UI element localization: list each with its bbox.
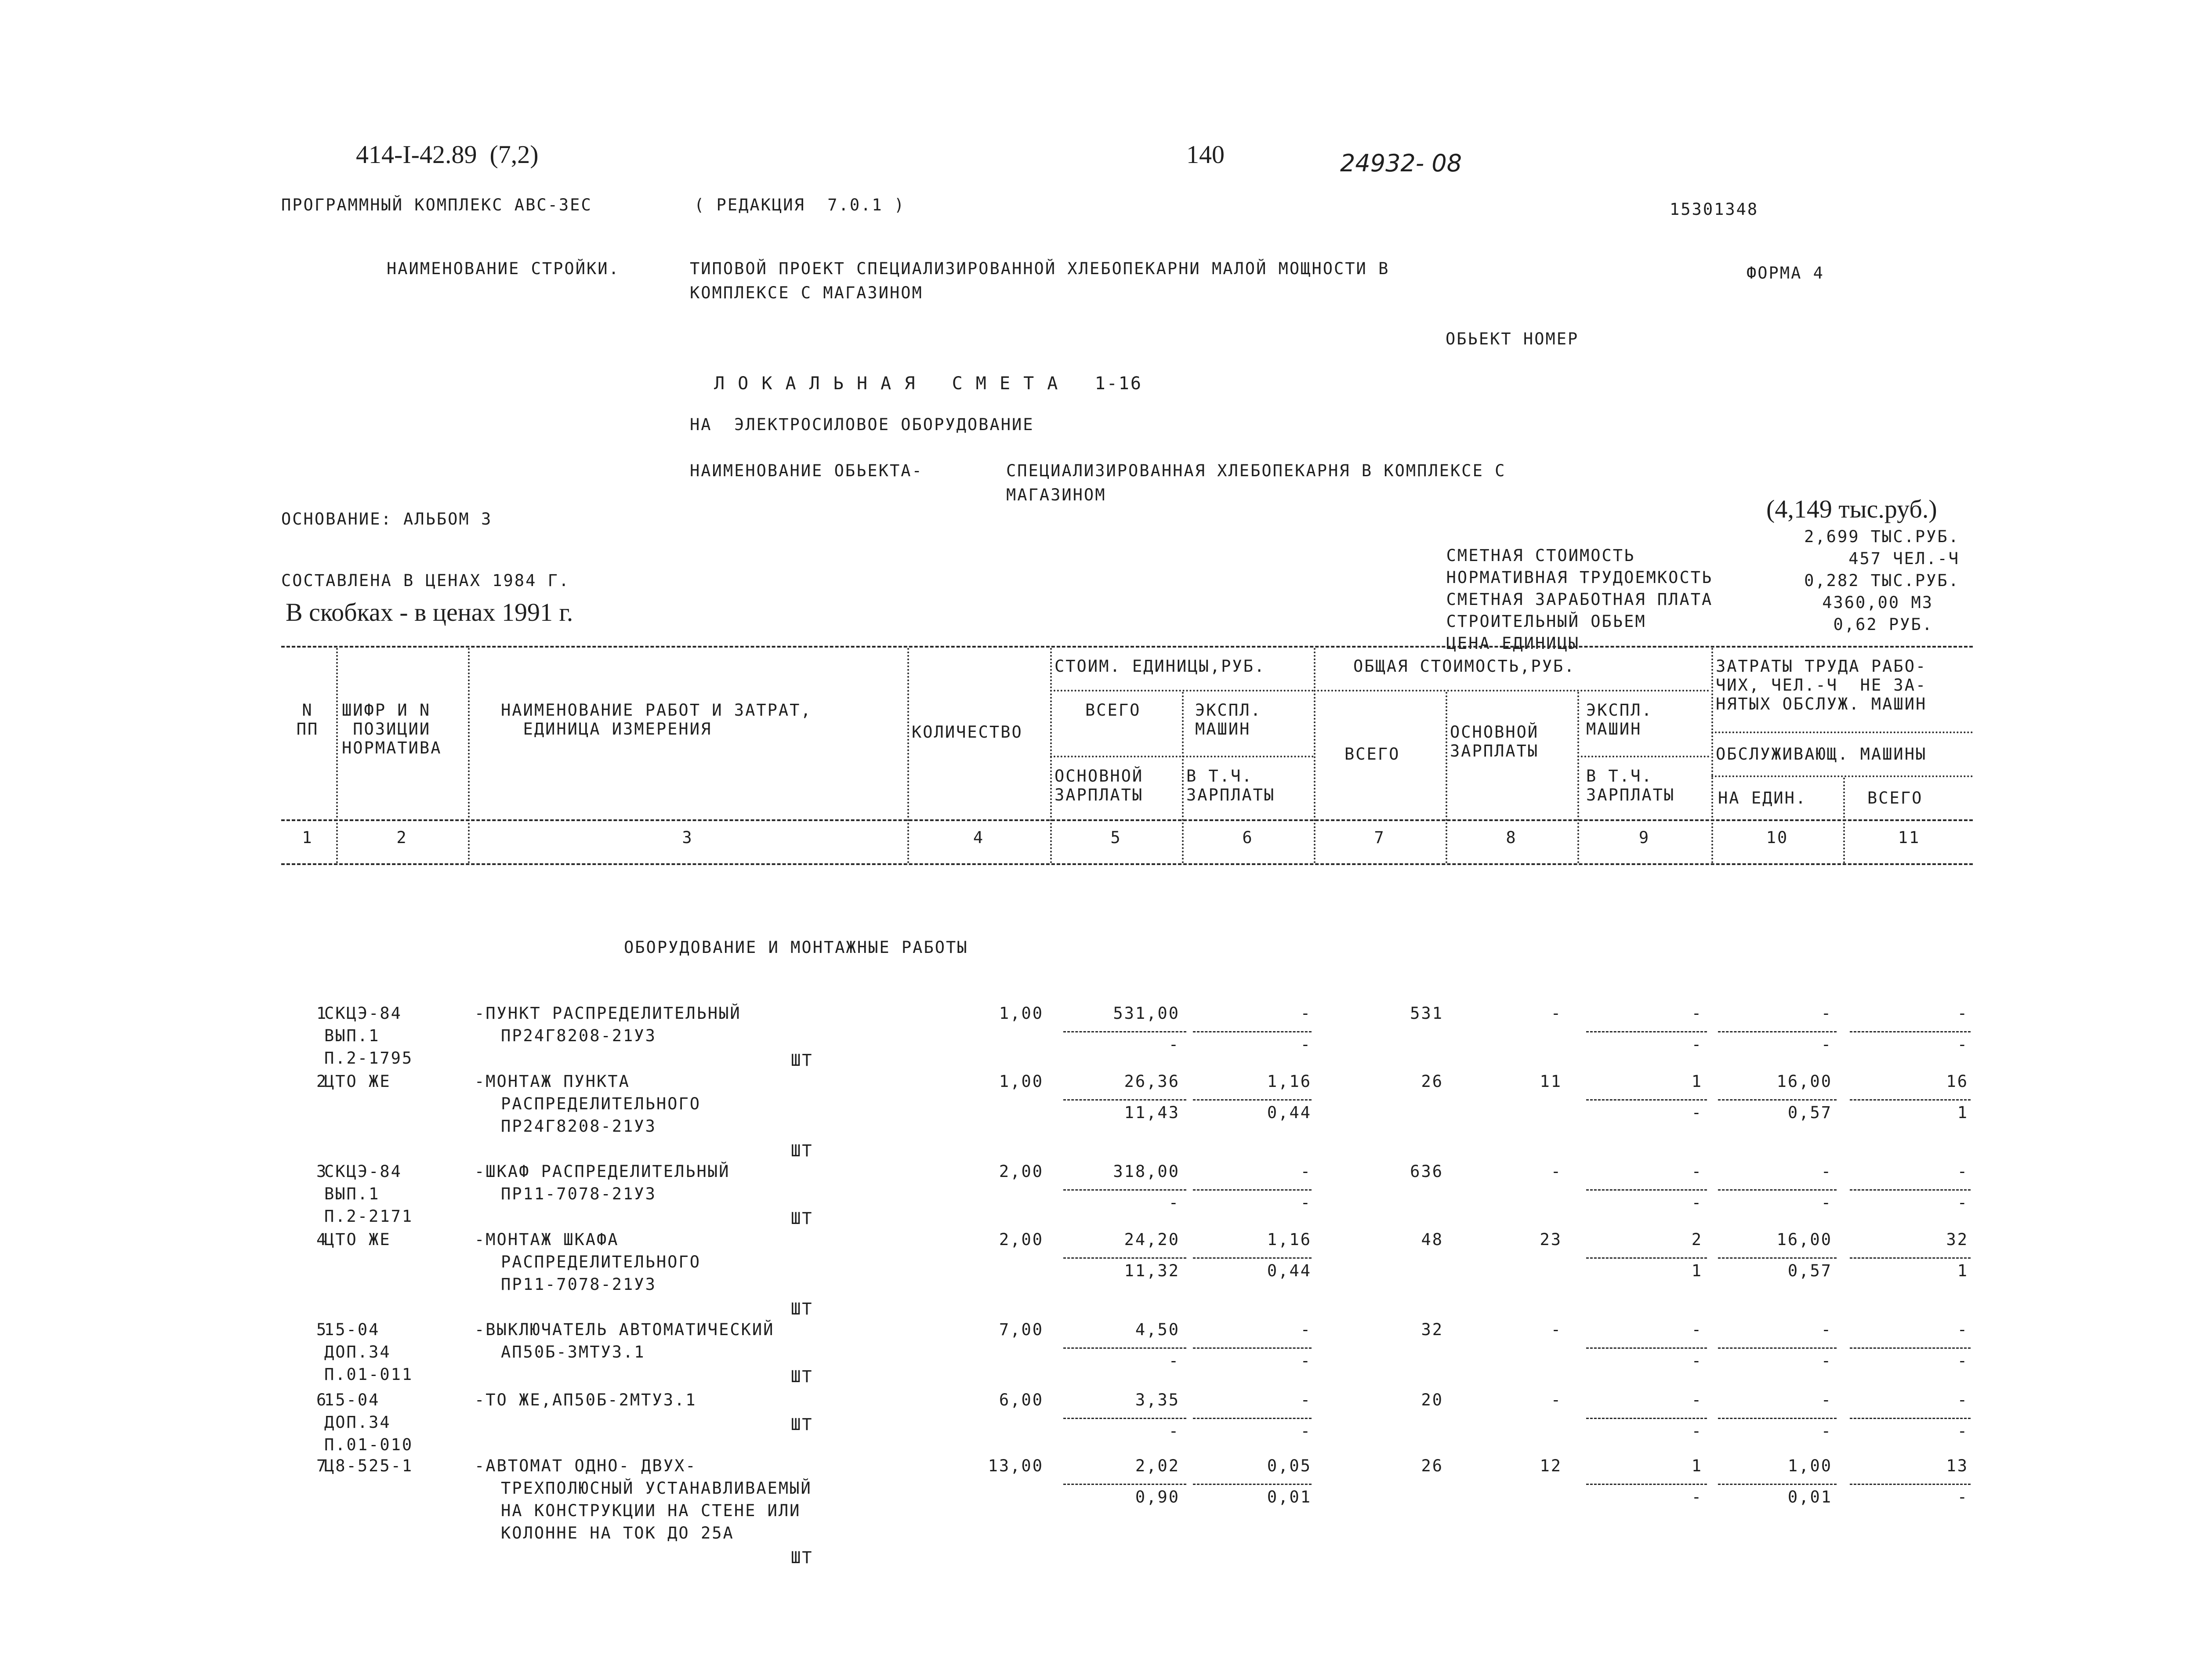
object-number: ОБЬЕКТ НОМЕР: [1446, 329, 1579, 348]
page-number: 140: [1186, 140, 1225, 169]
row-labor-serv-total: -: [1957, 1488, 1968, 1506]
row-work-name: ПР11-7078-21У3: [501, 1275, 656, 1294]
row-total-wage: -: [1551, 1390, 1562, 1409]
labor-rule: [1711, 731, 1973, 733]
row-cell-rule: [1850, 1347, 1971, 1349]
row-unit: ШТ: [791, 1367, 813, 1386]
row-code: 15-04: [324, 1320, 380, 1339]
form-number: ФОРМА 4: [1747, 264, 1824, 282]
row-work-name: -ВЫКЛЮЧАТЕЛЬ АВТОМАТИЧЕСКИЙ: [475, 1320, 775, 1339]
row-work-name: ПР11-7078-21У3: [501, 1184, 656, 1203]
row-work-name: НА КОНСТРУКЦИИ НА СТЕНЕ ИЛИ: [501, 1501, 801, 1520]
header-unit-wage: ОСНОВНОЙ ЗАРПЛАТЫ: [1055, 767, 1144, 804]
construction-name-line1: ТИПОВОЙ ПРОЕКТ СПЕЦИАЛИЗИРОВАННОЙ ХЛЕБОПЕКАРНИ МАЛОЙ МОЩНОСТИ В: [690, 259, 1390, 278]
row-work-name: -ТО ЖЕ,АП50Б-2МТУ3.1: [475, 1390, 697, 1409]
row-total-cost: 531: [1410, 1004, 1443, 1023]
row-labor-unit: 16,00: [1776, 1230, 1832, 1249]
column-number: 8: [1506, 828, 1517, 847]
row-labor-serv-unit: 0,01: [1787, 1488, 1832, 1506]
software-name: ПРОГРАММНЫЙ КОМПЛЕКС АВС-3ЕС: [281, 196, 592, 214]
row-cell-rule: [1063, 1347, 1186, 1349]
row-unit-machine-wage: -: [1300, 1422, 1312, 1441]
price-basis: СОСТАВЛЕНА В ЦЕНАХ 1984 Г.: [281, 571, 570, 590]
row-unit-wage: -: [1168, 1035, 1180, 1054]
row-total-machines: -: [1691, 1162, 1703, 1181]
row-labor-serv-unit: 0,57: [1787, 1261, 1832, 1280]
row-unit-machine-wage: -: [1300, 1193, 1312, 1212]
row-work-name: ПР24Г8208-21У3: [501, 1026, 656, 1045]
col-divider: [1711, 648, 1713, 863]
basis-reference: ОСНОВАНИЕ: АЛЬБОМ 3: [281, 510, 493, 529]
row-cell-rule: [1193, 1189, 1312, 1191]
row-labor-serv-total: 1: [1957, 1261, 1968, 1280]
row-total-machine-wage: -: [1691, 1488, 1703, 1506]
summary-value: 0,62 РУБ.: [1833, 615, 1933, 634]
row-total-wage: -: [1551, 1162, 1562, 1181]
header-total-incl: В Т.Ч. ЗАРПЛАТЫ: [1586, 767, 1675, 804]
column-number: 2: [396, 828, 408, 847]
summary-block: [1380, 527, 1960, 653]
row-total-wage: 11: [1540, 1072, 1562, 1091]
row-labor-serv-total: 1: [1957, 1103, 1968, 1122]
software-edition: ( РЕДАКЦИЯ 7.0.1 ): [694, 196, 906, 214]
row-quantity: 7,00: [999, 1320, 1044, 1339]
row-total-machines: -: [1691, 1390, 1703, 1409]
summary-value: 457 ЧЕЛ.-Ч: [1848, 549, 1960, 568]
row-cell-rule: [1193, 1099, 1312, 1101]
row-cell-rule: [1718, 1189, 1837, 1191]
row-unit-machines: 1,16: [1267, 1230, 1312, 1249]
col-divider: [1314, 648, 1315, 863]
row-labor-unit: 1,00: [1787, 1456, 1832, 1475]
row-number: 6: [316, 1390, 328, 1409]
row-unit: ШТ: [791, 1051, 813, 1070]
row-unit-machines: -: [1300, 1390, 1312, 1409]
row-number: 3: [316, 1162, 328, 1181]
total-1991: (4,149 тыс.руб.): [1766, 495, 1937, 523]
row-total-machine-wage: 1: [1691, 1261, 1703, 1280]
row-unit-machines: -: [1300, 1320, 1312, 1339]
price-note: В скобках - в ценах 1991 г.: [286, 598, 573, 626]
row-cell-rule: [1850, 1257, 1971, 1259]
row-cell-rule: [1850, 1484, 1971, 1485]
row-unit-machines: -: [1300, 1004, 1312, 1023]
row-cell-rule: [1718, 1418, 1837, 1419]
row-code: П.01-010: [324, 1435, 413, 1454]
summary-label: СМЕТНАЯ ЗАРАБОТНАЯ ПЛАТА: [1446, 590, 1713, 609]
column-number: 4: [973, 828, 985, 847]
row-labor-serv-unit: 0,57: [1787, 1103, 1832, 1122]
row-cell-rule: [1586, 1484, 1707, 1485]
row-cell-rule: [1586, 1257, 1707, 1259]
row-cell-rule: [1586, 1099, 1707, 1101]
row-total-cost: 636: [1410, 1162, 1443, 1181]
header-labor-all: ВСЕГО: [1867, 789, 1923, 807]
summary-label: СТРОИТЕЛЬНЫЙ ОБЬЕМ: [1446, 612, 1646, 631]
column-number: 3: [682, 828, 693, 847]
row-cell-rule: [1193, 1418, 1312, 1419]
row-labor-total: -: [1957, 1390, 1968, 1409]
row-cell-rule: [1193, 1484, 1312, 1485]
row-quantity: 6,00: [999, 1390, 1044, 1409]
row-quantity: 2,00: [999, 1162, 1044, 1181]
col-divider: [1182, 692, 1184, 863]
object-name-line1: СПЕЦИАЛИЗИРОВАННАЯ ХЛЕБОПЕКАРНЯ В КОМПЛЕКСЕ С: [1006, 461, 1506, 480]
row-code: Ц8-525-1: [324, 1456, 413, 1475]
row-labor-serv-total: -: [1957, 1351, 1968, 1370]
row-cell-rule: [1063, 1099, 1186, 1101]
row-total-cost: 48: [1421, 1230, 1443, 1249]
row-cell-rule: [1586, 1418, 1707, 1419]
row-labor-serv-total: -: [1957, 1422, 1968, 1441]
header-col-1: N ПП: [296, 701, 319, 739]
total-cost-rule-2: [1577, 756, 1709, 757]
unit-cost-rule: [1050, 690, 1314, 692]
row-number: 4: [316, 1230, 328, 1249]
row-cell-rule: [1586, 1189, 1707, 1191]
row-cell-rule: [1718, 1484, 1837, 1485]
row-labor-total: 32: [1946, 1230, 1968, 1249]
row-unit: ШТ: [791, 1141, 813, 1160]
row-total-machines: 2: [1691, 1230, 1703, 1249]
row-unit: ШТ: [791, 1209, 813, 1228]
object-label: НАИМЕНОВАНИЕ ОБЬЕКТА-: [690, 461, 923, 480]
row-work-name: РАСПРЕДЕЛИТЕЛЬНОГО: [501, 1094, 701, 1113]
header-top-rule: [281, 646, 1973, 648]
row-unit: ШТ: [791, 1415, 813, 1434]
row-unit-machine-wage: -: [1300, 1035, 1312, 1054]
row-total-wage: -: [1551, 1004, 1562, 1023]
row-unit-wage: 11,43: [1124, 1103, 1180, 1122]
header-col-4: КОЛИЧЕСТВО: [912, 723, 1023, 742]
row-unit-machines: 0,05: [1267, 1456, 1312, 1475]
row-quantity: 1,00: [999, 1004, 1044, 1023]
row-labor-serv-unit: -: [1821, 1422, 1832, 1441]
col-divider: [468, 648, 470, 863]
row-total-cost: 20: [1421, 1390, 1443, 1409]
row-work-name: ПР24Г8208-21У3: [501, 1117, 656, 1136]
row-quantity: 2,00: [999, 1230, 1044, 1249]
row-total-cost: 26: [1421, 1072, 1443, 1091]
row-labor-unit: -: [1821, 1162, 1832, 1181]
column-number: 7: [1374, 828, 1385, 847]
summary-label: ЦЕНА ЕДИНИЦЫ: [1446, 634, 1580, 653]
row-labor-serv-unit: -: [1821, 1351, 1832, 1370]
row-unit: ШТ: [791, 1300, 813, 1318]
row-cell-rule: [1718, 1031, 1837, 1032]
row-labor-unit: -: [1821, 1390, 1832, 1409]
column-number: 1: [302, 828, 313, 847]
row-unit-machine-wage: 0,44: [1267, 1261, 1312, 1280]
row-total-machines: 1: [1691, 1072, 1703, 1091]
row-labor-total: -: [1957, 1162, 1968, 1181]
row-unit-wage: 0,90: [1135, 1488, 1180, 1506]
row-work-name: -МОНТАЖ ПУНКТА: [475, 1072, 630, 1091]
row-total-machine-wage: -: [1691, 1193, 1703, 1212]
row-code: ЦТО ЖЕ: [324, 1072, 391, 1091]
row-code: ДОП.34: [324, 1343, 391, 1361]
row-labor-total: 13: [1946, 1456, 1968, 1475]
header-total-all: ВСЕГО: [1344, 745, 1400, 764]
row-cell-rule: [1586, 1031, 1707, 1032]
row-work-name: -ШКАФ РАСПРЕДЕЛИТЕЛЬНЫЙ: [475, 1162, 730, 1181]
row-code: ВЫП.1: [324, 1026, 380, 1045]
row-cell-rule: [1193, 1031, 1312, 1032]
row-work-name: -ПУНКТ РАСПРЕДЕЛИТЕЛЬНЫЙ: [475, 1004, 741, 1023]
row-total-wage: 12: [1540, 1456, 1562, 1475]
row-total-machines: -: [1691, 1320, 1703, 1339]
summary-label: НОРМАТИВНАЯ ТРУДОЕМКОСТЬ: [1446, 568, 1713, 587]
header-unit-expl: ЭКСПЛ. МАШИН: [1195, 701, 1262, 739]
row-work-name: -МОНТАЖ ШКАФА: [475, 1230, 619, 1249]
row-labor-unit: -: [1821, 1004, 1832, 1023]
row-work-name: ТРЕХПОЛЮСНЫЙ УСТАНАВЛИВАЕМЫЙ: [501, 1479, 812, 1498]
summary-value: 2,699 ТЫС.РУБ.: [1804, 527, 1960, 546]
row-cell-rule: [1850, 1031, 1971, 1032]
header-labor-unit: НА ЕДИН.: [1718, 789, 1807, 807]
header-total-cost: ОБЩАЯ СТОИМОСТЬ,РУБ.: [1353, 657, 1576, 676]
row-code: 15-04: [324, 1390, 380, 1409]
row-cell-rule: [1718, 1257, 1837, 1259]
row-labor-serv-unit: -: [1821, 1193, 1832, 1212]
header-labor-serv: ОБСЛУЖИВАЮЩ. МАШИНЫ: [1716, 745, 1927, 764]
row-total-cost: 26: [1421, 1456, 1443, 1475]
row-work-name: КОЛОННЕ НА ТОК ДО 25А: [501, 1524, 734, 1542]
row-total-machines: -: [1691, 1004, 1703, 1023]
header-unit-cost: СТОИМ. ЕДИНИЦЫ,РУБ.: [1055, 657, 1266, 676]
row-cell-rule: [1718, 1347, 1837, 1349]
row-unit-machines: -: [1300, 1162, 1312, 1181]
row-unit-total: 3,35: [1135, 1390, 1180, 1409]
row-code: П.01-011: [324, 1365, 413, 1384]
estimate-title: Л О К А Л Ь Н А Я С М Е Т А 1-16: [714, 373, 1142, 394]
labor-rule-2: [1711, 775, 1973, 777]
total-cost-rule: [1314, 690, 1709, 692]
row-unit-wage: -: [1168, 1193, 1180, 1212]
row-unit-machine-wage: -: [1300, 1351, 1312, 1370]
summary-value: 4360,00 М3: [1822, 593, 1933, 612]
row-labor-serv-unit: -: [1821, 1035, 1832, 1054]
col-divider: [336, 648, 338, 863]
row-number: 7: [316, 1456, 328, 1475]
row-labor-total: -: [1957, 1320, 1968, 1339]
header-total-expl: ЭКСПЛ. МАШИН: [1586, 701, 1653, 739]
column-number: 10: [1766, 828, 1789, 847]
row-total-machine-wage: -: [1691, 1422, 1703, 1441]
row-cell-rule: [1063, 1031, 1186, 1032]
row-unit-total: 318,00: [1113, 1162, 1180, 1181]
row-total-wage: 23: [1540, 1230, 1562, 1249]
header-unit-total: ВСЕГО: [1085, 701, 1141, 720]
row-code: ЦТО ЖЕ: [324, 1230, 391, 1249]
row-cell-rule: [1193, 1257, 1312, 1259]
column-number: 5: [1110, 828, 1122, 847]
row-unit-total: 26,36: [1124, 1072, 1180, 1091]
row-total-machine-wage: -: [1691, 1351, 1703, 1370]
row-total-wage: -: [1551, 1320, 1562, 1339]
row-code: СКЦЭ-84: [324, 1162, 402, 1181]
row-cell-rule: [1063, 1484, 1186, 1485]
row-cell-rule: [1193, 1347, 1312, 1349]
column-number: 6: [1242, 828, 1254, 847]
row-code: П.2-2171: [324, 1207, 413, 1226]
row-labor-total: 16: [1946, 1072, 1968, 1091]
header-col-2: ШИФР И N ПОЗИЦИИ НОРМАТИВА: [342, 701, 442, 757]
row-labor-serv-total: -: [1957, 1193, 1968, 1212]
document-number: 15301348: [1670, 200, 1759, 219]
row-code: ВЫП.1: [324, 1184, 380, 1203]
row-cell-rule: [1850, 1189, 1971, 1191]
summary-label: СМЕТНАЯ СТОИМОСТЬ: [1446, 546, 1635, 565]
row-labor-serv-total: -: [1957, 1035, 1968, 1054]
summary-row: [1380, 615, 1960, 653]
row-cell-rule: [1063, 1189, 1186, 1191]
col-divider: [1843, 778, 1845, 863]
section-title: ОБОРУДОВАНИЕ И МОНТАЖНЫЕ РАБОТЫ: [624, 938, 968, 957]
archive-stamp: 24932- 08: [1340, 149, 1462, 177]
row-unit-wage: -: [1168, 1422, 1180, 1441]
row-labor-unit: 16,00: [1776, 1072, 1832, 1091]
row-unit-machine-wage: 0,01: [1267, 1488, 1312, 1506]
row-work-name: -АВТОМАТ ОДНО- ДВУХ-: [475, 1456, 697, 1475]
header-col-3: НАИМЕНОВАНИЕ РАБОТ И ЗАТРАТ, ЕДИНИЦА ИЗМЕРЕНИЯ: [501, 701, 812, 739]
row-total-machines: 1: [1691, 1456, 1703, 1475]
row-unit-total: 2,02: [1135, 1456, 1180, 1475]
row-code: ДОП.34: [324, 1413, 391, 1432]
row-number: 2: [316, 1072, 328, 1091]
row-unit-machines: 1,16: [1267, 1072, 1312, 1091]
row-unit-total: 531,00: [1113, 1004, 1180, 1023]
row-cell-rule: [1063, 1418, 1186, 1419]
row-quantity: 13,00: [988, 1456, 1044, 1475]
row-code: СКЦЭ-84: [324, 1004, 402, 1023]
header-unit-incl: В Т.Ч. ЗАРПЛАТЫ: [1186, 767, 1276, 804]
header-bottom-rule: [281, 863, 1973, 865]
object-name-line2: МАГАЗИНОМ: [1006, 485, 1106, 504]
summary-value: 0,282 ТЫС.РУБ.: [1804, 571, 1960, 590]
row-labor-unit: -: [1821, 1320, 1832, 1339]
row-total-cost: 32: [1421, 1320, 1443, 1339]
estimate-subject: НА ЭЛЕКТРОСИЛОВОЕ ОБОРУДОВАНИЕ: [690, 415, 1034, 434]
row-unit-total: 24,20: [1124, 1230, 1180, 1249]
row-labor-total: -: [1957, 1004, 1968, 1023]
row-unit-wage: 11,32: [1124, 1261, 1180, 1280]
header-labor: ЗАТРАТЫ ТРУДА РАБО- ЧИХ, ЧЕЛ.-Ч НЕ ЗА- НЯТЫХ ОБСЛУЖ. МАШИН: [1716, 657, 1927, 713]
col-divider: [1446, 692, 1447, 863]
row-cell-rule: [1586, 1347, 1707, 1349]
construction-label: НАИМЕНОВАНИЕ СТРОЙКИ.: [387, 259, 620, 278]
row-total-machine-wage: -: [1691, 1103, 1703, 1122]
row-number: 5: [316, 1320, 328, 1339]
row-quantity: 1,00: [999, 1072, 1044, 1091]
row-cell-rule: [1850, 1099, 1971, 1101]
column-number: 9: [1638, 828, 1650, 847]
col-divider: [907, 648, 909, 863]
row-unit: ШТ: [791, 1548, 813, 1567]
col-divider: [1577, 692, 1579, 863]
construction-name-line2: КОМПЛЕКСЕ С МАГАЗИНОМ: [690, 283, 923, 302]
row-code: П.2-1795: [324, 1049, 413, 1068]
row-unit-machine-wage: 0,44: [1267, 1103, 1312, 1122]
row-unit-wage: -: [1168, 1351, 1180, 1370]
row-work-name: РАСПРЕДЕЛИТЕЛЬНОГО: [501, 1253, 701, 1271]
col-divider: [1050, 648, 1052, 863]
row-cell-rule: [1718, 1099, 1837, 1101]
row-unit-total: 4,50: [1135, 1320, 1180, 1339]
row-number: 1: [316, 1004, 328, 1023]
row-work-name: АП50Б-3МТУ3.1: [501, 1343, 645, 1361]
document-code: 414-I-42.89 (7,2): [356, 140, 539, 169]
row-cell-rule: [1850, 1418, 1971, 1419]
row-cell-rule: [1063, 1257, 1186, 1259]
header-total-wage: ОСНОВНОЙ ЗАРПЛАТЫ: [1450, 723, 1539, 760]
header-mid-rule: [281, 819, 1973, 821]
column-number: 11: [1898, 828, 1921, 847]
row-total-machine-wage: -: [1691, 1035, 1703, 1054]
